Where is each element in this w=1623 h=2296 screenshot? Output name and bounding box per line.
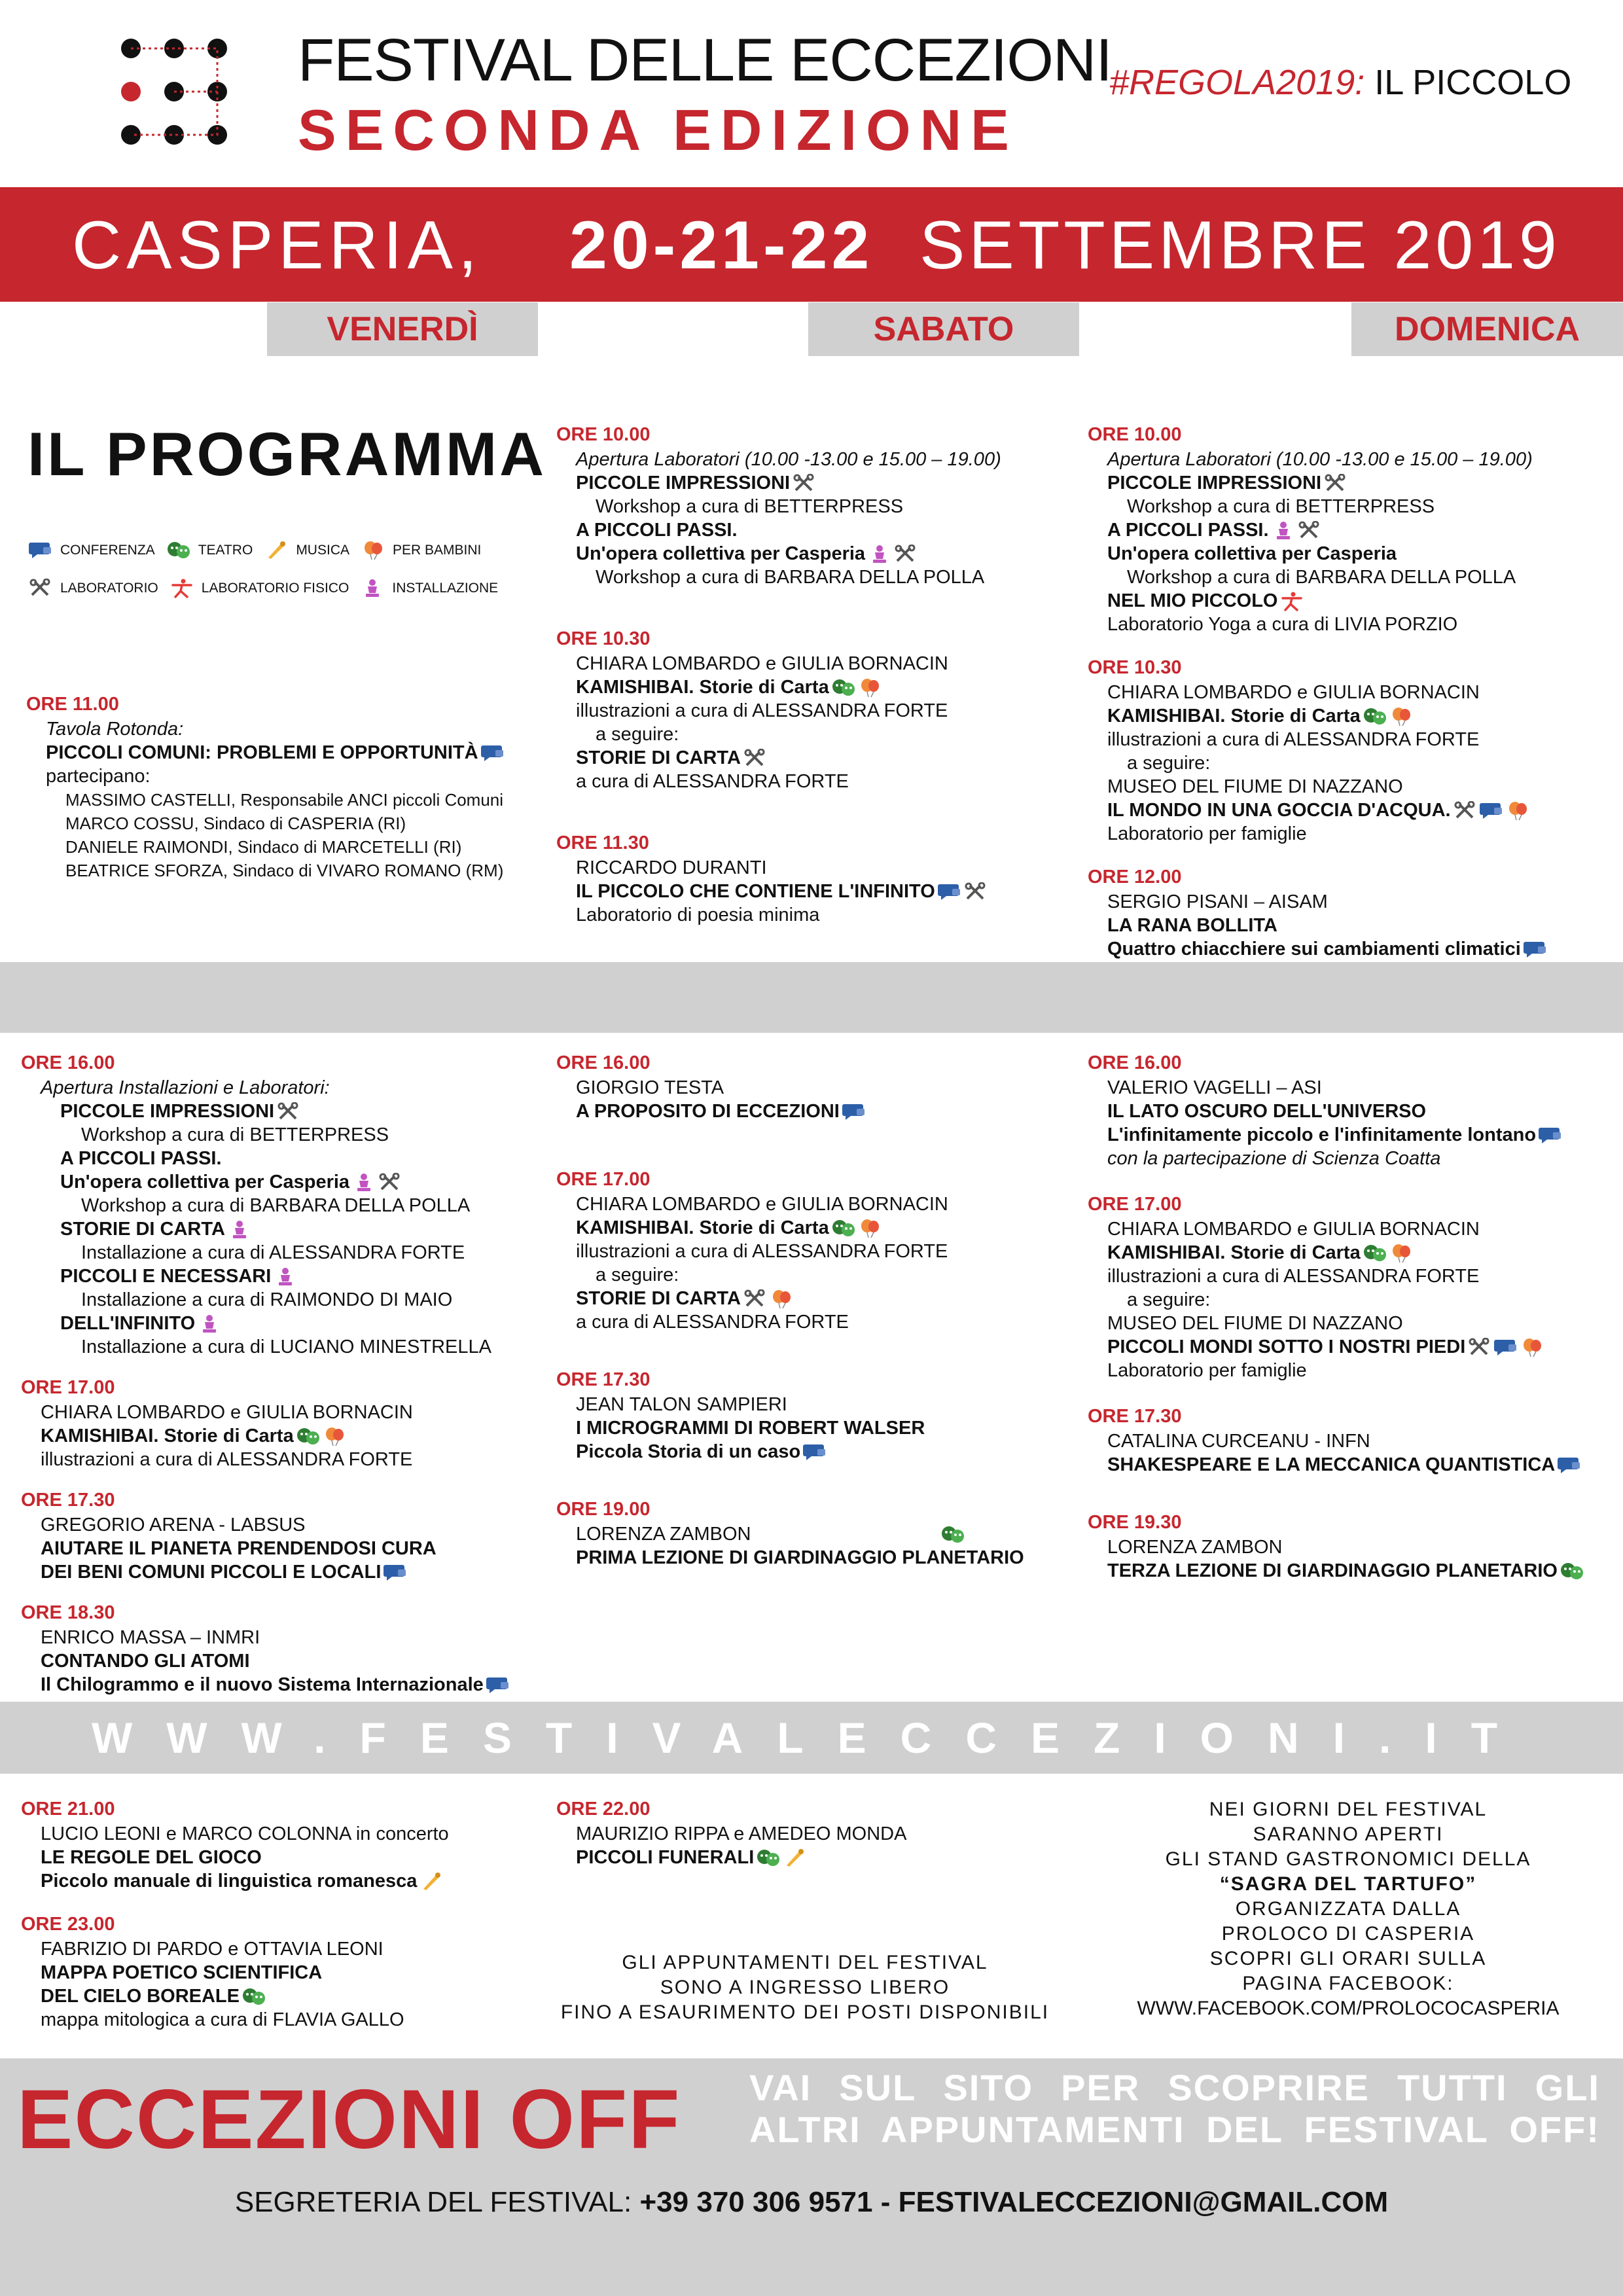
note-line: SARANNO APERTI [1253,1823,1444,1845]
event-title [21,1424,544,1448]
event-title-text: STORIE DI CARTA [60,1219,225,1240]
event-title [556,1100,1067,1123]
event-line: illustrazioni a cura di ALESSANDRA FORTE [576,1241,948,1262]
event-title-text: NEL MIO PICCOLO [1107,590,1278,611]
balloons-icon [1506,801,1529,821]
music-icon [419,1872,443,1892]
event-title-text: Un'opera collettiva per Casperia [576,543,866,564]
event-title-text: PICCOLE IMPRESSIONI [60,1101,275,1122]
event-title [1088,1123,1611,1147]
event-line: Apertura Laboratori (10.00 -13.00 e 15.00 – 19.00) [576,449,1001,470]
event [556,627,1067,793]
secretary-separator: - [872,2186,899,2218]
note-line: SONO A INGRESSO LIBERO [660,1977,950,1998]
event-line: a seguire: [1127,1289,1211,1310]
event-title-text: KAMISHIBAI. Storie di Carta [576,677,829,698]
sagra-note [1086,1797,1610,2021]
balloons-icon [770,1289,793,1309]
event-line: GREGORIO ARENA - LABSUS [41,1515,306,1535]
event-line: Laboratorio di poesia minima [576,905,820,925]
event-line: Apertura Laboratori (10.00 -13.00 e 15.00 – 19.00) [1107,449,1533,470]
event-line: a seguire: [596,724,679,745]
event-line: Workshop a cura di BARBARA DELLA POLLA [81,1195,471,1216]
note-line: NEI GIORNI DEL FESTIVAL [1209,1799,1488,1820]
event [1088,1405,1611,1477]
event-title [556,746,1067,770]
festival-month: SETTEMBRE 2019 [919,207,1561,283]
tools-icon [29,579,52,598]
event-line: FABRIZIO DI PARDO e OTTAVIA LEONI [41,1939,383,1960]
saturday-evening [556,1797,1067,1907]
festival-days: 20-21-22 [569,207,874,283]
event-title: AIUTARE IL PIANETA PRENDENDOSI CURA [41,1538,437,1559]
event-line: CHIARA LOMBARDO e GIULIA BORNACIN [1107,1219,1480,1240]
section-divider [0,962,1623,1033]
conference-icon [938,882,961,902]
event-time: ORE 17.30 [556,1369,651,1390]
tools-icon [277,1102,300,1122]
event [556,1498,1067,1570]
event-time: ORE 17.30 [21,1490,115,1511]
off-line: ALTRI APPUNTAMENTI DEL FESTIVAL OFF! [749,2109,1600,2150]
event-line: con la partecipazione di Scienza Coatta [1107,1148,1441,1169]
theater-icon [832,1219,855,1238]
event-line: Workshop a cura di BARBARA DELLA POLLA [1127,567,1516,588]
event-time: ORE 11.00 [26,694,119,715]
yoga-icon [170,579,194,598]
participant: BEATRICE SFORZA, Sindaco di VIVARO ROMANO (RM) [65,861,504,880]
event-time: ORE 10.00 [556,424,651,445]
event-title [21,1265,544,1288]
event [1088,1193,1611,1382]
event-title [1088,798,1611,822]
event-line: illustrazioni a cura di ALESSANDRA FORTE [1107,729,1480,750]
event-title-text: STORIE DI CARTA [576,747,741,768]
event-time: ORE 17.00 [21,1377,115,1398]
tools-icon [743,1289,767,1309]
friday-morning [26,692,543,882]
event-title [1088,1453,1611,1477]
theater-icon [1363,1244,1387,1263]
event [556,831,1067,927]
event-title-text: Piccolo manuale di linguistica romanesca [41,1871,418,1892]
event-title [21,1984,544,2008]
event-line: CATALINA CURCEANU - INFN [1107,1431,1370,1452]
event-time: ORE 19.30 [1088,1512,1182,1533]
note-line: “SAGRA DEL TARTUFO” [1219,1873,1477,1895]
event-time: ORE 19.00 [556,1499,651,1520]
event-line: VALERIO VAGELLI – ASI [1107,1077,1322,1098]
event-line: illustrazioni a cura di ALESSANDRA FORTE [576,700,948,721]
event-title [556,1846,1067,1869]
conference-icon [29,541,52,560]
event-line: Installazione a cura di LUCIANO MINESTRELLA [81,1336,491,1357]
tools-icon [894,545,918,564]
event-time: ORE 10.30 [1088,657,1182,678]
event-title [21,1560,544,1584]
hashtag-theme: IL PICCOLO [1364,63,1572,102]
event-title [21,1312,544,1335]
legend-lab-fisico: LABORATORIO FISICO [201,581,349,596]
event-time: ORE 10.30 [556,628,651,649]
event-line: a cura di ALESSANDRA FORTE [576,771,849,792]
event-title-text: L'infinitamente piccolo e l'infinitamente lontano [1107,1124,1537,1145]
event-line: Installazione a cura di RAIMONDO DI MAIO [81,1289,453,1310]
event-title: IL LATO OSCURO DELL'UNIVERSO [1107,1101,1427,1122]
theater-icon [757,1848,780,1868]
event-title-text: IL MONDO IN UNA GOCCIA D'ACQUA. [1107,800,1451,821]
theater-icon [832,678,855,698]
event-title [21,1869,544,1893]
secretary-contact [0,2186,1623,2219]
installation-icon [868,545,891,564]
event-title [1088,704,1611,728]
event-line: Apertura Installazioni e Laboratori: [41,1077,330,1098]
event-title-text: A PICCOLI PASSI. [1107,520,1269,541]
conference-icon [1480,801,1503,821]
event-line: illustrazioni a cura di ALESSANDRA FORTE [1107,1266,1480,1287]
date-banner [0,187,1623,302]
conference-icon [1494,1338,1518,1357]
eccezioni-off-text [749,2067,1600,2151]
event-title [26,741,543,764]
festival-logo [116,34,232,149]
friday-evening [21,1797,544,2070]
conference-icon [1558,1456,1581,1475]
event-line: Workshop a cura di BETTERPRESS [596,496,904,517]
friday-afternoon [21,1051,544,1734]
event-title [1088,471,1611,495]
event-line-text: LORENZA ZAMBON [576,1524,751,1545]
conference-icon [1539,1126,1562,1145]
event-title: A PICCOLI PASSI. [576,520,738,541]
event-title [21,1100,544,1123]
balloons-icon [1389,1244,1413,1263]
saturday-morning [556,423,1067,965]
event-title [556,880,1067,903]
festival-edition: SECONDA EDIZIONE [298,98,1018,162]
event-title-text: PICCOLI FUNERALI [576,1847,755,1868]
tools-icon [1454,801,1477,821]
balloons-icon [858,1219,882,1238]
event-title [556,675,1067,699]
event-title-text: Il Chilogrammo e il nuovo Sistema Internazionale [41,1674,484,1695]
note-line: GLI APPUNTAMENTI DEL FESTIVAL [622,1952,988,1973]
event [21,1912,544,2032]
secretary-label: SEGRETERIA DEL FESTIVAL: [234,2186,640,2218]
legend-teatro: TEATRO [198,543,253,558]
note-line: PAGINA FACEBOOK: [1242,1973,1454,1994]
event-title [556,1216,1067,1240]
event-title [1088,937,1611,961]
event [21,1488,544,1584]
event-line: JEAN TALON SAMPIERI [576,1394,787,1415]
program-title: IL PROGRAMMA [27,420,547,488]
event-title-text: DEI BENI COMUNI PICCOLI E LOCALI [41,1562,382,1583]
event-line: GIORGIO TESTA [576,1077,724,1098]
event-title [1088,1335,1611,1359]
event [21,1601,544,1696]
conference-icon [1524,940,1547,960]
event-line: illustrazioni a cura di ALESSANDRA FORTE [41,1449,413,1470]
day-header-friday: VENERDÌ [267,302,538,356]
music-icon [783,1848,806,1868]
event-title: LE REGOLE DEL GIOCO [41,1847,262,1868]
event-line: LORENZA ZAMBON [1107,1537,1283,1558]
event-time: ORE 12.00 [1088,867,1182,888]
event-line: CHIARA LOMBARDO e GIULIA BORNACIN [1107,682,1480,703]
website-link[interactable]: WWW.FESTIVALECCEZIONI.IT [0,1702,1623,1774]
off-line: VAI SUL SITO PER SCOPRIRE TUTTI GLI [749,2067,1600,2108]
sunday-afternoon [1088,1051,1611,1621]
event-title-text: Piccola Storia di un caso [576,1441,801,1462]
event-time: ORE 22.00 [556,1799,651,1820]
note-line: FINO A ESAURIMENTO DEI POSTI DISPONIBILI [560,2001,1050,2023]
participant: MARCO COSSU, Sindaco di CASPERIA (RI) [65,814,406,833]
installation-icon [352,1173,376,1193]
conference-icon [383,1563,407,1583]
event-line: MAURIZIO RIPPA e AMEDEO MONDA [576,1823,907,1844]
event [556,1168,1067,1334]
event-title-text: TERZA LEZIONE DI GIARDINAGGIO PLANETARIO [1107,1560,1558,1581]
installation-icon [361,579,384,598]
event-title [556,1287,1067,1310]
event-time: ORE 23.00 [21,1914,115,1935]
event-line: Laboratorio per famiglie [1107,1360,1307,1381]
participant: DANIELE RAIMONDI, Sindaco di MARCETELLI (RI) [65,837,462,857]
installation-icon [1272,521,1295,541]
event-title [1088,589,1611,613]
note-line: PROLOCO DI CASPERIA [1221,1923,1475,1945]
event-line: Workshop a cura di BETTERPRESS [1127,496,1435,517]
event-title: LA RANA BOLLITA [1107,915,1277,936]
installation-icon [198,1314,221,1334]
event-title: CONTANDO GLI ATOMI [41,1651,250,1672]
eccezioni-off-title: ECCEZIONI OFF [17,2073,681,2166]
event-line [556,1522,1067,1546]
legend-laboratorio: LABORATORIO [60,581,158,596]
event-time: ORE 11.30 [556,833,649,853]
festival-place: CASPERIA, [72,207,482,283]
event-time: ORE 21.00 [21,1799,115,1820]
event-line: Workshop a cura di BETTERPRESS [81,1124,389,1145]
event-line: Installazione a cura di ALESSANDRA FORTE [81,1242,465,1263]
event-title-text: DEL CIELO BOREALE [41,1986,240,2007]
theater-icon [167,541,190,560]
event [556,1368,1067,1463]
event-title-text: PICCOLE IMPRESSIONI [576,473,791,493]
event-line: a seguire: [596,1265,679,1285]
event-title-text: KAMISHIBAI. Storie di Carta [1107,706,1361,726]
note-line: GLI STAND GASTRONOMICI DELLA [1165,1848,1531,1870]
event [556,1051,1067,1123]
event-time: ORE 17.00 [1088,1194,1182,1215]
event-title-text: DELL'INFINITO [60,1313,196,1334]
day-header-sunday: DOMENICA [1351,302,1623,356]
tools-icon [378,1173,402,1193]
event-title-text: Un'opera collettiva per Casperia [60,1172,350,1193]
event-line: MUSEO DEL FIUME DI NAZZANO [1107,1313,1403,1334]
legend-bambini: PER BAMBINI [393,543,482,558]
event-title-text: KAMISHIBAI. Storie di Carta [41,1426,294,1446]
event-title-text: PICCOLI COMUNI: PROBLEMI E OPPORTUNITÀ [46,742,478,763]
theater-icon [1363,707,1387,726]
event-title [21,1673,544,1696]
event-line: LUCIO LEONI e MARCO COLONNA in concerto [41,1823,449,1844]
event-title [21,1170,544,1194]
event-time: ORE 10.00 [1088,424,1182,445]
theater-icon [296,1427,320,1446]
tools-icon [743,749,767,768]
theater-icon [242,1987,266,2007]
facebook-link[interactable]: WWW.FACEBOOK.COM/PROLOCOCASPERIA [1137,1998,1560,2019]
event-title-text: IL PICCOLO CHE CONTIENE L'INFINITO [576,881,935,902]
event-line: Workshop a cura di BARBARA DELLA POLLA [596,567,985,588]
event-title-text: SHAKESPEARE E LA MECCANICA QUANTISTICA [1107,1454,1556,1475]
festival-hashtag [1109,62,1571,103]
saturday-afternoon [556,1051,1067,1607]
event [21,1051,544,1359]
conference-icon [481,744,505,763]
sunday-morning [1088,423,1611,999]
event-title: A PICCOLI PASSI. [60,1148,222,1169]
secretary-phone[interactable]: +39 370 306 9571 [639,2186,873,2218]
event-line: MUSEO DEL FIUME DI NAZZANO [1107,776,1403,797]
event-title: PRIMA LEZIONE DI GIARDINAGGIO PLANETARIO [576,1547,1024,1568]
balloons-icon [1520,1338,1544,1357]
event [556,1797,1067,1869]
event-line: Laboratorio Yoga a cura di LIVIA PORZIO [1107,614,1458,635]
event-title [21,1217,544,1241]
conference-icon [842,1102,866,1122]
balloons-icon [361,541,385,560]
tools-icon [1324,474,1347,493]
event-title-text: Quattro chiacchiere sui cambiamenti climatici [1107,939,1521,960]
event-title-text: KAMISHIBAI. Storie di Carta [1107,1242,1361,1263]
event-title [556,542,1067,565]
event-line: ENRICO MASSA – INMRI [41,1627,260,1648]
balloons-icon [1389,707,1413,726]
balloons-icon [858,678,882,698]
event [21,1797,544,1893]
theater-icon [1560,1562,1584,1581]
festival-title: FESTIVAL DELLE ECCEZIONI [298,27,1112,94]
event [1088,656,1611,846]
event-title: I MICROGRAMMI DI ROBERT WALSER [576,1418,925,1439]
event-line: RICCARDO DURANTI [576,857,767,878]
event-title-text: A PROPOSITO DI ECCEZIONI [576,1101,840,1122]
event-time: ORE 17.30 [1088,1406,1182,1427]
event-time: ORE 16.00 [1088,1052,1182,1073]
event [1088,423,1611,636]
event-title [1088,1559,1611,1583]
secretary-email[interactable]: FESTIVALECCEZIONI@GMAIL.COM [898,2186,1389,2218]
event-line: a cura di ALESSANDRA FORTE [576,1312,849,1333]
icon-legend [26,531,524,607]
conference-icon [803,1443,827,1462]
hashtag-tag: #REGOLA2019: [1109,63,1365,102]
yoga-icon [1280,592,1304,611]
event-line: CHIARA LOMBARDO e GIULIA BORNACIN [41,1402,413,1423]
event-title [556,1440,1067,1463]
event-title-text: PICCOLE IMPRESSIONI [1107,473,1322,493]
event-line: CHIARA LOMBARDO e GIULIA BORNACIN [576,653,948,674]
event [1088,1511,1611,1583]
event-line: Laboratorio per famiglie [1107,823,1307,844]
event-line: SERGIO PISANI – AISAM [1107,891,1328,912]
event [21,1376,544,1471]
installation-icon [274,1267,297,1287]
note-line: SCOPRI GLI ORARI SULLA [1209,1948,1487,1969]
tools-icon [793,474,816,493]
event-line: Tavola Rotonda: [46,719,184,740]
tools-icon [1468,1338,1491,1357]
event [1088,865,1611,961]
event-title-text: PICCOLI MONDI SOTTO I NOSTRI PIEDI [1107,1336,1466,1357]
event-title [1088,1241,1611,1265]
installation-icon [228,1220,251,1240]
event-title [1088,518,1611,542]
legend-installazione: INSTALLAZIONE [392,581,499,596]
participant: MASSIMO CASTELLI, Responsabile ANCI piccoli Comuni [65,790,504,810]
event-time: ORE 16.00 [556,1052,651,1073]
event [556,423,1067,589]
event-line: partecipano: [46,766,151,787]
tools-icon [1298,521,1321,541]
event-time: ORE 16.00 [21,1052,115,1073]
music-icon [264,541,288,560]
legend-musica: MUSICA [296,543,349,558]
event-time: ORE 18.30 [21,1602,115,1623]
event-title-text: KAMISHIBAI. Storie di Carta [576,1217,829,1238]
conference-icon [486,1676,510,1695]
event-title: MAPPA POETICO SCIENTIFICA [41,1962,323,1983]
theater-icon [941,1525,965,1545]
event-title [556,471,1067,495]
free-entry-note [556,1950,1054,2025]
tools-icon [964,882,988,902]
event-line: mappa mitologica a cura di FLAVIA GALLO [41,2009,404,2030]
event-line: a seguire: [1127,753,1211,774]
event-line: CHIARA LOMBARDO e GIULIA BORNACIN [576,1194,948,1215]
balloons-icon [323,1427,346,1446]
note-line: ORGANIZZATA DALLA [1235,1898,1461,1920]
event [1088,1051,1611,1170]
event-title-text: STORIE DI CARTA [576,1288,741,1309]
event-time: ORE 17.00 [556,1169,651,1190]
legend-conferenza: CONFERENZA [60,543,155,558]
event-title: Un'opera collettiva per Casperia [1107,543,1397,564]
day-header-saturday: SABATO [808,302,1079,356]
event-title-text: PICCOLI E NECESSARI [60,1266,272,1287]
